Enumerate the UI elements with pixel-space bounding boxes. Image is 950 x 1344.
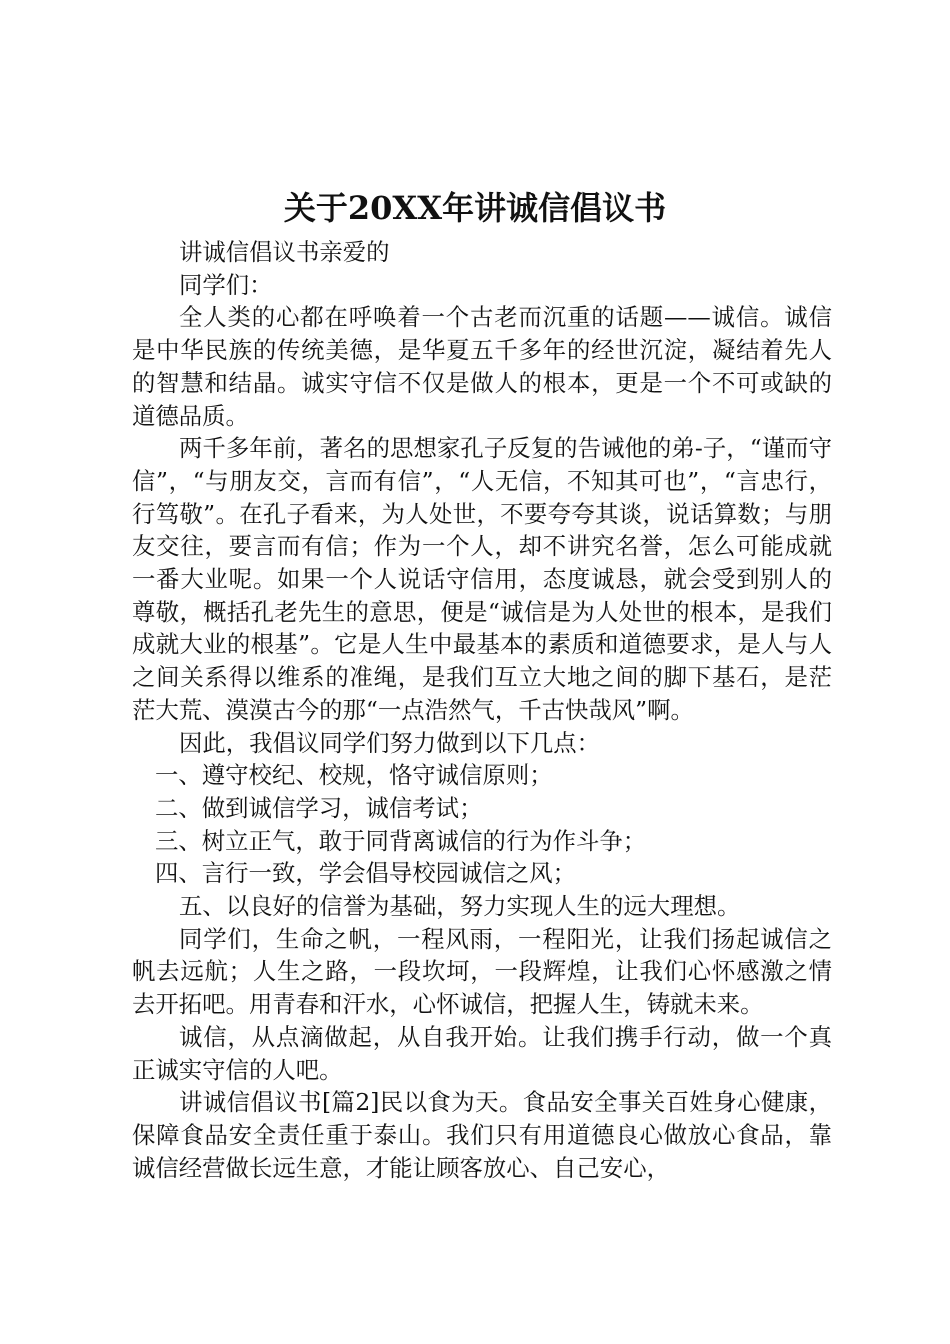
paragraph-intro: 全人类的心都在呼唤着一个古老而沉重的话题——诚信。诚信是中华民族的传统美德，是华夏五千多年的经世沉淀，凝结着先人的智慧和结晶。诚实守信不仅是做人的根本，更是一个不可或缺的道德品质。	[132, 303, 832, 430]
list-item: 三、树立正气，敢于同背离诚信的行为作斗争；	[155, 826, 647, 855]
paragraph-action: 诚信，从点滴做起，从自我开始。让我们携手行动，做一个真正诚实守信的人吧。	[132, 1022, 832, 1084]
list-item: 一、遵守校纪、校规，恪守诚信原则；	[155, 761, 553, 790]
salutation-line-1: 讲诚信倡议书亲爱的	[179, 238, 390, 266]
paragraph-confucius: 两千多年前，著名的思想家孔子反复的告诫他的弟-子，“谨而守信”，“与朋友交，言而有信”，“人无信，不知其可也”，“言忠行，行笃敬”。在孔子看来，为人处世，不要夸夸其谈，说话算数；与朋友交往，要言而有信；作为一个人，却不讲究名誉，怎么可能成就一番大业呢。如果一个人说话守信用，态度诚恳，就会受到别人的尊敬，概括孔老先生的意思，便是“诚信是为人处世的根本，是我们成就大业的根基”。它是人生中最基本的素质和道德要求，是人与人之间关系得以维系的准绳，是我们互立大地之间的脚下基石，是茫茫大荒、漠漠古今的那“一点浩然气，千古快哉风”啊。	[132, 434, 832, 724]
paragraph-students: 同学们，生命之帆，一程风雨，一程阳光，让我们扬起诚信之帆去远航；人生之路，一段坎坷，一段辉煌，让我们心怀感激之情去开拓吧。用青春和汗水，心怀诚信，把握人生，铸就未来。	[132, 924, 832, 1019]
list-item: 四、言行一致，学会倡导校园诚信之风；	[155, 859, 577, 888]
document-title: 关于20XX年讲诚信倡议书	[283, 189, 667, 227]
list-item: 二、做到诚信学习，诚信考试；	[155, 793, 483, 822]
paragraph-proposal: 因此，我倡议同学们努力做到以下几点：	[179, 728, 601, 757]
paragraph-part-2: 讲诚信倡议书[篇2]民以食为天。食品安全事关百姓身心健康，保障食品安全责任重于泰山。我们只有用道德良心做放心食品，靠诚信经营做长远生意，才能让顾客放心、自己安心，	[132, 1088, 832, 1182]
document-body	[132, 236, 832, 1184]
list-item: 五、以良好的信誉为基础，努力实现人生的远大理想。	[179, 892, 741, 921]
salutation-line-2: 同学们：	[179, 270, 273, 299]
